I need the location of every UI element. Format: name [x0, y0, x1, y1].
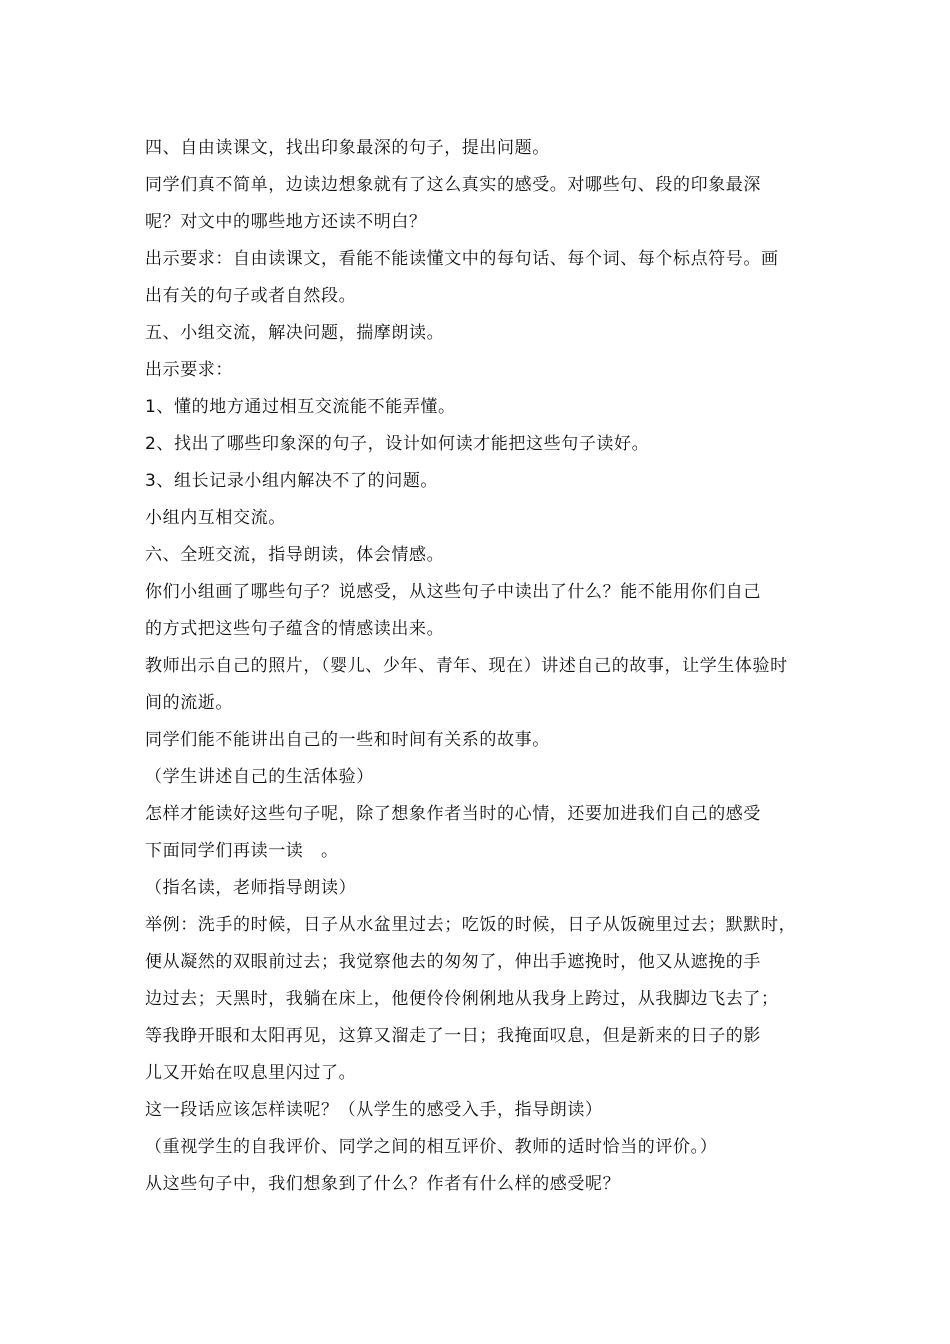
list-item: 2、找出了哪些印象深的句子，设计如何读才能把这些句子读好。 [145, 434, 650, 454]
paragraph-line: 出示要求： [145, 360, 233, 380]
paragraph-line: 便从凝然的双眼前过去；我觉察他去的匆匆了，伸出手遮挽时，他又从遮挽的手 [145, 952, 761, 972]
paragraph-line: 小组内互相交流。 [145, 508, 286, 528]
paragraph-line: 同学们真不简单，边读边想象就有了这么真实的感受。对哪些句、段的印象最深 [145, 175, 761, 195]
paragraph-line: （学生讲述自己的生活体验） [145, 767, 374, 787]
paragraph-line: 等我睁开眼和太阳再见，这算又溜走了一日；我掩面叹息，但是新来的日子的影 [145, 1026, 761, 1046]
section-heading-6: 六、全班交流，指导朗读，体会情感。 [145, 545, 445, 565]
paragraph-line: 你们小组画了哪些句子？说感受，从这些句子中读出了什么？能不能用你们自己 [145, 582, 761, 602]
list-item: 3、组长记录小组内解决不了的问题。 [145, 471, 439, 491]
paragraph-line: （指名读，老师指导朗读） [145, 878, 357, 898]
section-heading-5: 五、小组交流，解决问题，揣摩朗读。 [145, 323, 445, 343]
paragraph-line: 这一段话应该怎样读呢？（从学生的感受入手，指导朗读） [145, 1100, 603, 1120]
paragraph-line: （重视学生的自我评价、同学之间的相互评价、教师的适时恰当的评价。） [145, 1137, 718, 1157]
paragraph-line: 下面同学们再读一读 。 [145, 841, 339, 861]
section-heading-4: 四、自由读课文，找出印象最深的句子，提出问题。 [145, 138, 550, 158]
paragraph-line: 教师出示自己的照片，（婴儿、少年、青年、现在）讲述自己的故事，让学生体验时 [145, 656, 788, 676]
list-item: 1、懂的地方通过相互交流能不能弄懂。 [145, 397, 456, 417]
paragraph-line: 儿又开始在叹息里闪过了。 [145, 1063, 357, 1083]
paragraph-line: 边过去；天黑时，我躺在床上，他便伶伶俐俐地从我身上跨过，从我脚边飞去了； [145, 989, 779, 1009]
paragraph-line: 出示要求：自由读课文，看能不能读懂文中的每句话、每个词、每个标点符号。画 [145, 249, 779, 269]
paragraph-line: 出有关的句子或者自然段。 [145, 286, 357, 306]
paragraph-line: 举例：洗手的时候，日子从水盆里过去；吃饭的时候，日子从饭碗里过去；默默时， [145, 915, 797, 935]
paragraph-line: 怎样才能读好这些句子呢，除了想象作者当时的心情，还要加进我们自己的感受 [145, 804, 761, 824]
paragraph-line: 呢？对文中的哪些地方还读不明白？ [145, 212, 427, 232]
document-body [145, 130, 810, 1203]
paragraph-line: 的方式把这些句子蕴含的情感读出来。 [145, 619, 445, 639]
paragraph-line: 从这些句子中，我们想象到了什么？作者有什么样的感受呢？ [145, 1174, 621, 1194]
paragraph-line: 间的流逝。 [145, 693, 233, 713]
paragraph-line: 同学们能不能讲出自己的一些和时间有关系的故事。 [145, 730, 550, 750]
